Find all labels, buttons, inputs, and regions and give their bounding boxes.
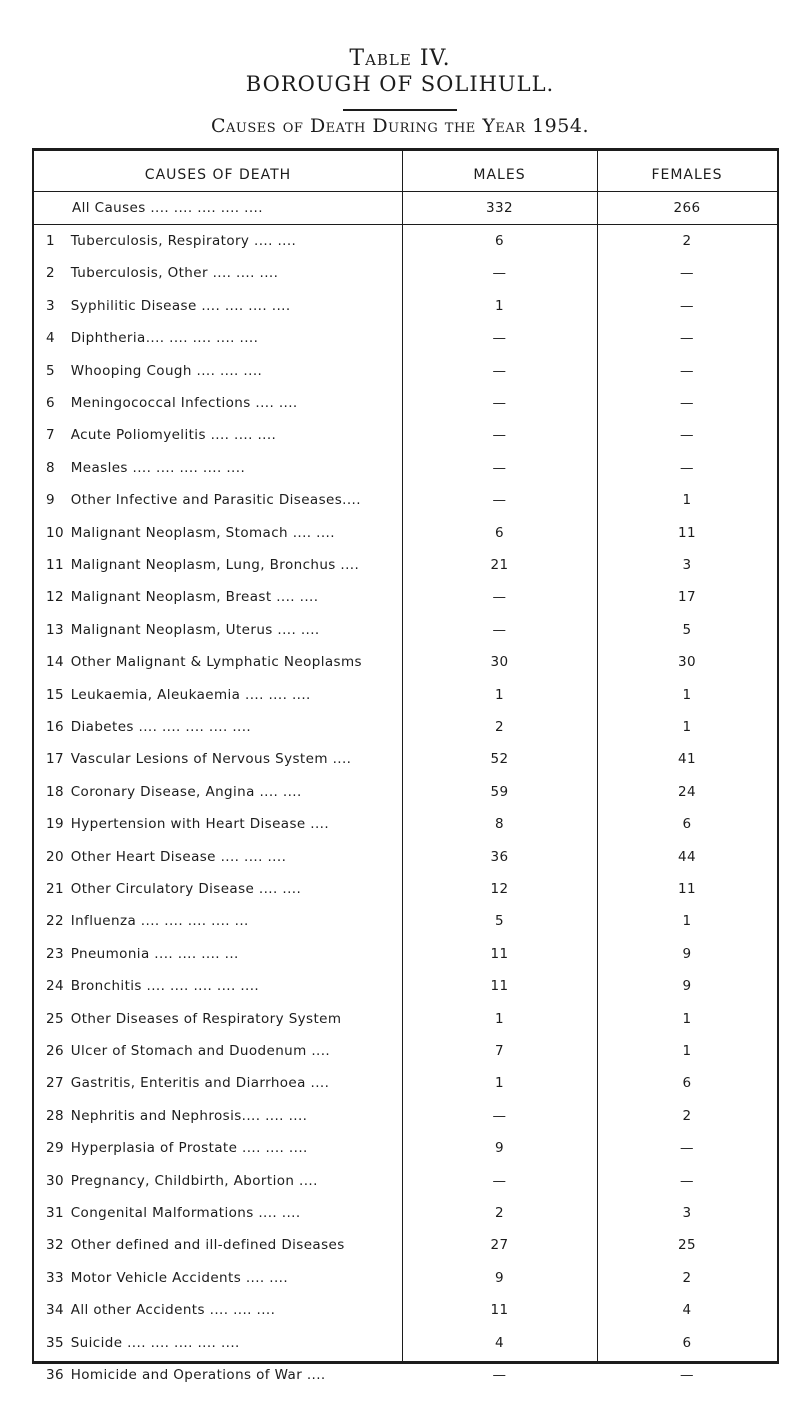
cause-label: Influenza .... .... .... .... ... xyxy=(70,913,249,930)
males-value: 7 xyxy=(495,1043,504,1059)
cause-number: 4 xyxy=(46,330,55,347)
males-value: 5 xyxy=(495,913,504,930)
females-value: — xyxy=(680,459,694,476)
cause-name xyxy=(34,719,402,735)
males-value: — xyxy=(492,1107,507,1124)
cause-number: 34 xyxy=(46,1302,64,1319)
cause-label: Measles .... .... .... .... .... xyxy=(70,459,246,476)
females-value: 24 xyxy=(678,783,696,800)
males-value: 11 xyxy=(490,1302,509,1319)
cause-name xyxy=(34,460,402,476)
cause-number: 14 xyxy=(46,654,64,671)
cause-name xyxy=(34,913,402,929)
cause-label: Homicide and Operations of War .... xyxy=(70,1367,326,1383)
males-value: 9 xyxy=(495,1269,504,1286)
cause-label: Other defined and ill-defined Diseases xyxy=(70,1237,345,1254)
females-value: 1 xyxy=(682,1010,692,1027)
cause-name xyxy=(34,978,402,994)
males-value: — xyxy=(492,1172,507,1189)
males-value: 1 xyxy=(495,1075,504,1092)
cause-number: 28 xyxy=(46,1107,64,1124)
cause-label: Coronary Disease, Angina .... .... xyxy=(70,783,302,800)
cause-number: 18 xyxy=(46,783,64,800)
females-value: — xyxy=(680,362,694,379)
cause-label: Other Malignant & Lymphatic Neoplasms xyxy=(70,654,362,671)
males-value: — xyxy=(492,621,507,638)
cause-label: Tuberculosis, Respiratory .... .... xyxy=(70,233,297,249)
males-value: 2 xyxy=(495,1205,504,1221)
cause-name xyxy=(34,1173,402,1189)
cause-number: 9 xyxy=(46,492,55,509)
cause-number: 3 xyxy=(46,297,55,314)
cause-number: 26 xyxy=(46,1043,64,1059)
cause-name xyxy=(34,1043,402,1059)
cause-number: 20 xyxy=(46,848,64,865)
males-value: — xyxy=(492,492,507,509)
females-value: — xyxy=(680,395,694,411)
cause-number: 6 xyxy=(46,395,55,411)
males-value: 52 xyxy=(490,751,509,768)
cause-label: Syphilitic Disease .... .... .... .... xyxy=(70,297,291,314)
cause-number: 36 xyxy=(46,1367,64,1383)
males-value: 12 xyxy=(490,881,509,897)
cause-label: Malignant Neoplasm, Uterus .... .... xyxy=(70,621,320,638)
cause-name xyxy=(34,881,402,897)
borough-title: BOROUGH OF SOLIHULL. xyxy=(245,72,555,96)
males-value: 11 xyxy=(490,978,509,995)
females-value: 5 xyxy=(682,621,692,638)
females-value: 2 xyxy=(682,1107,692,1124)
column-header-females: FEMALES xyxy=(651,167,723,183)
cause-label: Other Heart Disease .... .... .... xyxy=(70,848,287,865)
cause-number: 30 xyxy=(46,1172,64,1189)
cause-label: Leukaemia, Aleukaemia .... .... .... xyxy=(70,686,311,703)
cause-label: Other Infective and Parasitic Diseases.... xyxy=(70,492,361,509)
males-value: — xyxy=(492,459,507,476)
cause-name xyxy=(34,1335,402,1351)
cause-name xyxy=(34,525,402,541)
cause-name xyxy=(34,233,402,249)
cause-label: Other Circulatory Disease .... .... xyxy=(70,881,302,897)
females-value: — xyxy=(680,330,694,347)
cause-label: Pneumonia .... .... .... ... xyxy=(70,945,239,962)
females-value: 1 xyxy=(682,1043,692,1059)
cause-label: Acute Poliomyelitis .... .... .... xyxy=(70,427,277,444)
all-causes-rule xyxy=(34,224,777,225)
females-value: 9 xyxy=(682,978,692,995)
males-value: 4 xyxy=(495,1334,504,1351)
cause-number: 12 xyxy=(46,589,64,606)
cause-number: 32 xyxy=(46,1237,64,1254)
cause-label: Whooping Cough .... .... .... xyxy=(70,362,263,379)
cause-number: 35 xyxy=(46,1334,64,1351)
cause-name xyxy=(34,784,402,800)
cause-name xyxy=(34,1237,402,1253)
females-value: 11 xyxy=(678,524,696,541)
cause-name xyxy=(34,395,402,411)
cause-name xyxy=(34,1108,402,1124)
cause-number: 31 xyxy=(46,1205,64,1221)
column-header-causes: CAUSES OF DEATH xyxy=(144,167,292,183)
males-value: 1 xyxy=(495,1010,504,1027)
females-value: 6 xyxy=(682,816,692,833)
females-value: 2 xyxy=(682,1269,692,1286)
cause-label: Malignant Neoplasm, Stomach .... .... xyxy=(70,524,335,541)
cause-name xyxy=(34,1302,402,1318)
cause-label: Hypertension with Heart Disease .... xyxy=(70,816,330,833)
cause-name xyxy=(34,492,402,508)
males-value: 21 xyxy=(490,557,509,573)
cause-name xyxy=(34,298,402,314)
cause-label: Hyperplasia of Prostate .... .... .... xyxy=(70,1140,308,1157)
females-value: 1 xyxy=(682,913,692,930)
cause-label: Gastritis, Enteritis and Diarrhoea .... xyxy=(70,1075,330,1092)
males-value: 36 xyxy=(490,848,509,865)
cause-name xyxy=(34,427,402,443)
cause-label: Malignant Neoplasm, Lung, Bronchus .... xyxy=(70,557,360,573)
cause-number: 19 xyxy=(46,816,64,833)
females-value: — xyxy=(680,427,694,444)
females-value: 2 xyxy=(682,233,692,249)
cause-label: Ulcer of Stomach and Duodenum .... xyxy=(70,1043,331,1059)
cause-label: Suicide .... .... .... .... .... xyxy=(70,1334,240,1351)
cause-number: 1 xyxy=(46,233,55,249)
males-value: — xyxy=(492,427,507,444)
males-value: 1 xyxy=(495,297,504,314)
all-causes-females: 266 xyxy=(673,200,701,216)
cause-label: All other Accidents .... .... .... xyxy=(70,1302,276,1319)
females-value: 3 xyxy=(682,557,692,573)
cause-name xyxy=(34,265,402,281)
header-rule xyxy=(34,191,777,192)
cause-label: Diphtheria.... .... .... .... .... xyxy=(70,330,259,347)
females-value: 30 xyxy=(678,654,696,671)
males-value: 59 xyxy=(490,783,509,800)
cause-label: Malignant Neoplasm, Breast .... .... xyxy=(70,589,319,606)
cause-label: Motor Vehicle Accidents .... .... xyxy=(70,1269,289,1286)
cause-number: 22 xyxy=(46,913,64,930)
males-value: 27 xyxy=(490,1237,509,1254)
males-value: 6 xyxy=(495,524,504,541)
males-value: — xyxy=(492,1367,507,1383)
males-value: — xyxy=(492,265,507,282)
females-value: 17 xyxy=(678,589,696,606)
cause-number: 5 xyxy=(46,362,55,379)
cause-name xyxy=(34,1270,402,1286)
cause-number: 10 xyxy=(46,524,64,541)
females-value: 6 xyxy=(682,1334,692,1351)
cause-number: 25 xyxy=(46,1010,64,1027)
males-value: — xyxy=(492,362,507,379)
males-value: 9 xyxy=(495,1140,504,1157)
all-causes-label: All Causes .... .... .... .... .... xyxy=(72,200,263,216)
cause-label: Pregnancy, Childbirth, Abortion .... xyxy=(70,1172,318,1189)
males-value: 1 xyxy=(495,686,504,703)
cause-name xyxy=(34,1205,402,1221)
cause-name xyxy=(34,589,402,605)
females-value: — xyxy=(680,297,694,314)
females-value: 1 xyxy=(682,492,692,509)
females-value: 6 xyxy=(682,1075,692,1092)
table-subtitle: Causes of Death During the Year 1954. xyxy=(211,115,589,137)
females-value: 1 xyxy=(682,686,692,703)
title-divider xyxy=(343,109,457,111)
males-value: 6 xyxy=(495,233,504,249)
cause-name xyxy=(34,654,402,670)
cause-name xyxy=(34,1367,402,1383)
cause-label: Other Diseases of Respiratory System xyxy=(70,1010,342,1027)
cause-number: 15 xyxy=(46,686,64,703)
females-value: 11 xyxy=(678,881,696,897)
males-value: 8 xyxy=(495,816,504,833)
females-value: 44 xyxy=(678,848,696,865)
cause-label: Vascular Lesions of Nervous System .... xyxy=(70,751,352,768)
cause-name xyxy=(34,557,402,573)
cause-number: 13 xyxy=(46,621,64,638)
cause-number: 16 xyxy=(46,719,64,735)
cause-number: 11 xyxy=(46,557,64,573)
cause-name xyxy=(34,687,402,703)
table-label: Table IV. xyxy=(349,46,451,71)
cause-label: Meningococcal Infections .... .... xyxy=(70,395,298,411)
cause-label: Nephritis and Nephrosis.... .... .... xyxy=(70,1107,308,1124)
females-value: — xyxy=(680,1367,694,1383)
cause-name xyxy=(34,363,402,379)
cause-number: 17 xyxy=(46,751,64,768)
column-header-males: MALES xyxy=(473,167,526,183)
cause-name xyxy=(34,622,402,638)
males-value: 2 xyxy=(495,719,504,735)
cause-name xyxy=(34,816,402,832)
cause-number: 27 xyxy=(46,1075,64,1092)
cause-name xyxy=(34,849,402,865)
males-value: — xyxy=(492,395,507,411)
cause-number: 7 xyxy=(46,427,55,444)
females-value: 9 xyxy=(682,945,692,962)
cause-number: 23 xyxy=(46,945,64,962)
causes-of-death-table xyxy=(32,148,779,1383)
females-value: — xyxy=(680,1172,694,1189)
females-value: 25 xyxy=(678,1237,696,1254)
cause-name xyxy=(34,1140,402,1156)
males-value: 30 xyxy=(490,654,509,671)
cause-number: 29 xyxy=(46,1140,64,1157)
cause-number: 21 xyxy=(46,881,64,897)
females-value: — xyxy=(680,1140,694,1157)
females-value: — xyxy=(680,265,694,282)
females-value: 3 xyxy=(682,1205,692,1221)
cause-name xyxy=(34,1011,402,1027)
cause-name xyxy=(34,751,402,767)
cause-name xyxy=(34,330,402,346)
all-causes-males: 332 xyxy=(486,200,513,216)
males-value: 11 xyxy=(490,945,509,962)
cause-number: 2 xyxy=(46,265,55,282)
females-value: 4 xyxy=(682,1302,692,1319)
females-value: 1 xyxy=(682,719,692,735)
cause-name xyxy=(34,1075,402,1091)
cause-number: 24 xyxy=(46,978,64,995)
males-value: — xyxy=(492,330,507,347)
cause-label: Bronchitis .... .... .... .... .... xyxy=(70,978,260,995)
cause-label: Congenital Malformations .... .... xyxy=(70,1205,301,1221)
cause-label: Diabetes .... .... .... .... .... xyxy=(70,719,252,735)
cause-name xyxy=(34,946,402,962)
cause-label: Tuberculosis, Other .... .... .... xyxy=(70,265,279,282)
cause-number: 33 xyxy=(46,1269,64,1286)
males-value: — xyxy=(492,589,507,606)
cause-number: 8 xyxy=(46,459,55,476)
females-value: 41 xyxy=(678,751,696,768)
